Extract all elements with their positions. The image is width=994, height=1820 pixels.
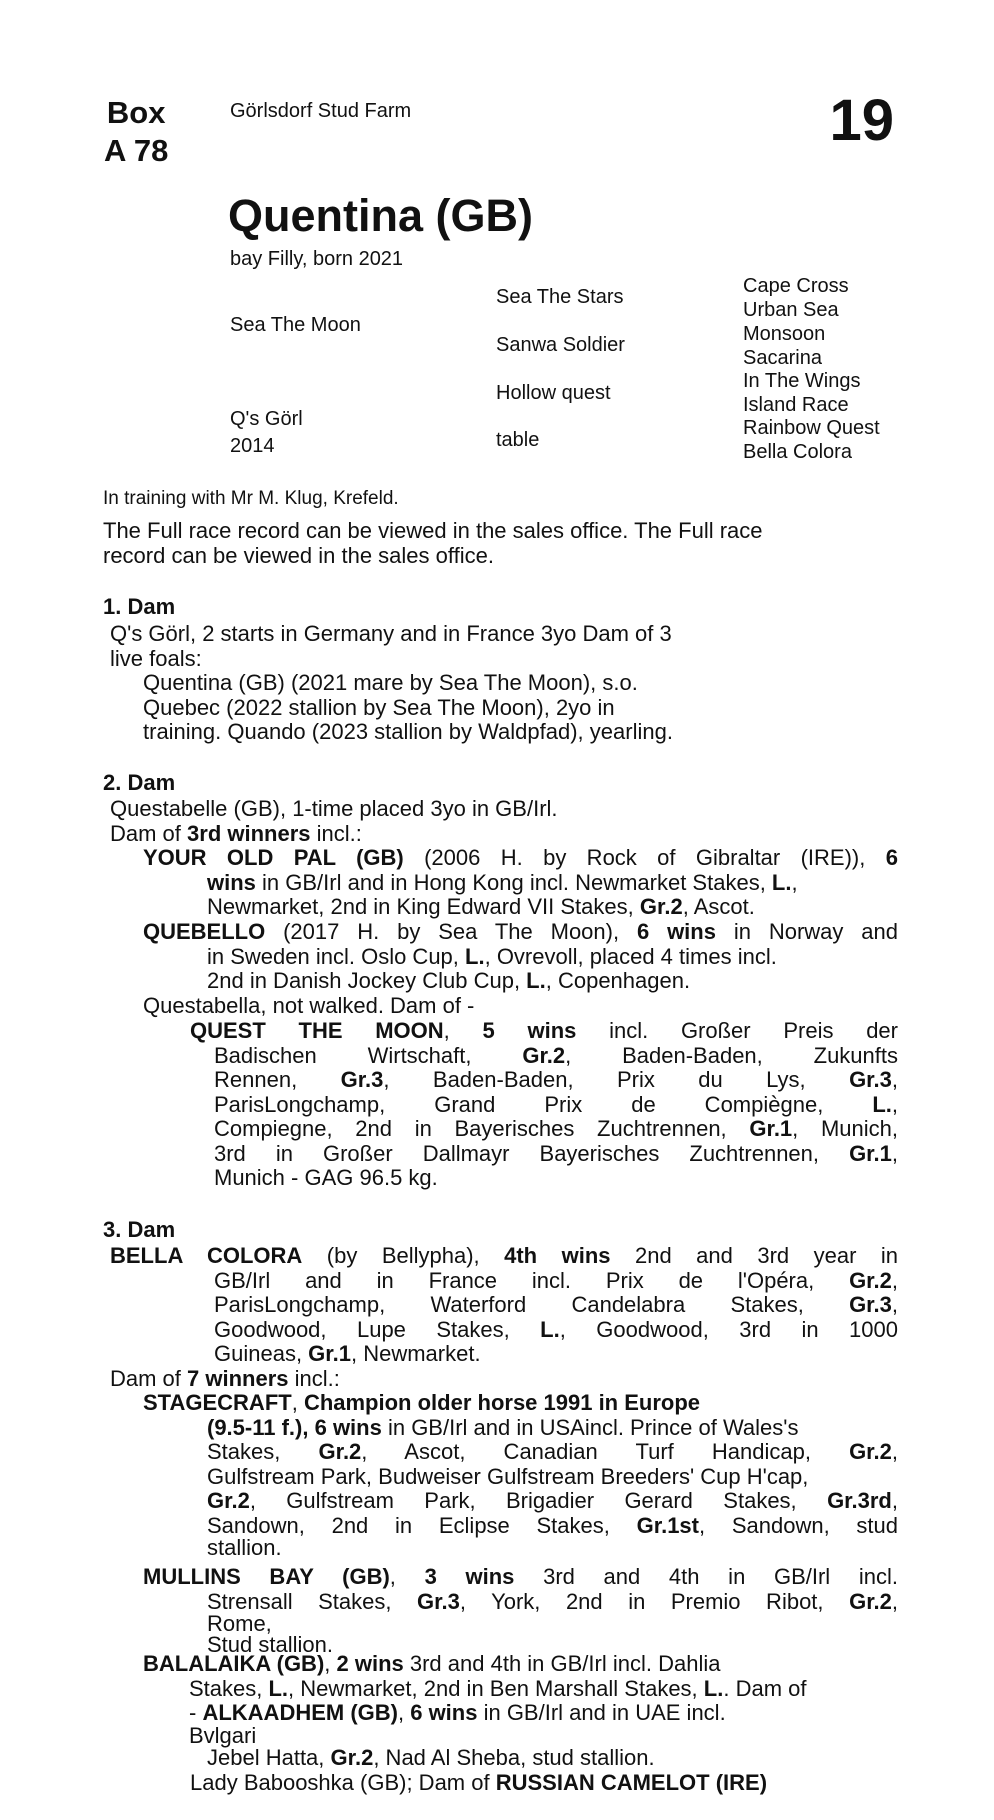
dam1-line: Q's Görl, 2 starts in Germany and in France 3yo Dam of 3 (110, 621, 672, 646)
entry-mullins-bay: MULLINS BAY (GB), 3 wins 3rd and 4th in GB/Irl incl. Strensall Stakes, Gr.3, York, 2nd in Premio Ribot, Gr.2, Rome, Stud stallion. (143, 1564, 899, 1657)
entry-stagecraft: STAGECRAFT, Champion older horse 1991 in Europe (9.5-11 f.), 6 wins in GB/Irl and in USAincl. Prince of Wales's Stakes, Gr.2, Ascot, Canadian Turf Handicap, Gr.2, Gulfstream Park, Budweiser Gulfstream Breeders' Cup H'cap, Gr.2, Gulfstream Park, Brigadier Gerard Stakes, Gr.3rd, Sandown, 2nd in Eclipse Stakes, Gr.1st, Sandown, stud stallion. (143, 1390, 899, 1560)
entry-questabella: Questabella, not walked. Dam of - (143, 993, 475, 1018)
dam2-line: Dam of 3rd winners incl.: (110, 820, 362, 846)
dam2-line: Questabelle (GB), 1-time placed 3yo in GB/Irl. (110, 796, 558, 821)
foal-line: training. Quando (2023 stallion by Waldpfad), yearling. (143, 719, 673, 744)
entry-balalaika: BALALAIKA (GB), 2 wins 3rd and 4th in GB/Irl incl. Dahlia Stakes, L., Newmarket, 2nd in Ben Marshall Stakes, L.. Dam of - ALKAADHEM (GB), 6 wins in GB/Irl and in UAE incl. Bvlgari Jebel Hatta, Gr.2, Nad Al Sheba, stud stallion. (143, 1651, 807, 1770)
pedigree-great-2: Urban Sea (743, 299, 839, 321)
race-record-line: The Full race record can be viewed in the sales office. The Full race (103, 518, 763, 543)
pedigree-great-3: Monsoon (743, 323, 826, 345)
dam2-intro (110, 797, 558, 846)
pedigree-great-7: Rainbow Quest (743, 417, 880, 439)
dam1-text (110, 622, 672, 671)
dam1-heading: 1. Dam (103, 594, 176, 619)
box-label (104, 94, 168, 170)
pedigree-great-8: Bella Colora (743, 441, 852, 463)
entry-quebello: QUEBELLO (2017 H. by Sea The Moon), 6 wins in Norway and in Sweden incl. Oslo Cup, L., Ovrevoll, placed 4 times incl. 2nd in Danish Jockey Club Cup, L., Copenhagen. (143, 919, 898, 993)
box-label-text: Box (106, 95, 166, 130)
pedigree-great-6: Island Race (743, 394, 849, 416)
dam1-foals (143, 671, 673, 745)
entry-quest-the-moon: QUEST THE MOON, 5 wins incl. Großer Preis der Badischen Wirtschaft, Gr.2, Baden-Baden, Zukunfts Rennen, Gr.3, Baden-Baden, Prix du Lys, Gr.3, ParisLongchamp, Grand Prix de Compiègne, L., Compiegne, 2nd in Bayerisches Zuchtrennen, Gr.1, Munich, 3rd in Großer Dallmayr Bayerisches Zuchtrennen, Gr.1, Munich - GAG 96.5 kg. (190, 1018, 899, 1190)
dam3-dam-of: Dam of 7 winners incl.: (110, 1366, 340, 1391)
entry-bella-colora: BELLA COLORA (by Bellypha), 4th wins 2nd and 3rd year in GB/Irl and in France incl. Prix de l'Opéra, Gr.2, ParisLongchamp, Waterford Candelabra Stakes, Gr.3, Goodwood, Lupe Stakes, L., Goodwood, 3rd in 1000 Guineas, Gr.1, Newmarket. (110, 1243, 899, 1366)
foal-line: Quebec (2022 stallion by Sea The Moon), 2yo in (143, 694, 615, 720)
lot-number: 19 (829, 88, 894, 153)
race-record-note (103, 518, 763, 568)
horse-description: bay Filly, born 2021 (230, 248, 404, 270)
pedigree-great-1: Cape Cross (743, 275, 849, 297)
pedigree-granddam-2: table (496, 429, 540, 451)
pedigree-sire: Sea The Moon (230, 314, 361, 336)
dam1-line: live foals: (110, 645, 202, 671)
box-number: A 78 (104, 133, 169, 168)
pedigree-grandsire-1: Sea The Stars (496, 286, 624, 308)
race-record-line: record can be viewed in the sales office. (103, 543, 494, 568)
pedigree-great-5: In The Wings (743, 370, 861, 392)
dam3-heading: 3. Dam (103, 1217, 176, 1242)
pedigree-dam-year: 2014 (230, 435, 275, 457)
pedigree-great-4: Sacarina (743, 347, 822, 369)
pedigree-dam: Q's Görl (230, 408, 303, 430)
pedigree-grandsire-2: Hollow quest (496, 382, 611, 404)
dam2-heading: 2. Dam (103, 770, 176, 795)
horse-name: Quentina (GB) (228, 190, 533, 241)
training-info: In training with Mr M. Klug, Krefeld. (103, 488, 399, 509)
pedigree-granddam-1: Sanwa Soldier (496, 334, 625, 356)
foal-line: Quentina (GB) (2021 mare by Sea The Moon), s.o. (143, 670, 638, 695)
entry-lady-babooshka: Lady Babooshka (GB); Dam of RUSSIAN CAMELOT (IRE) (190, 1770, 768, 1795)
stud-farm: Görlsdorf Stud Farm (230, 100, 412, 122)
entry-your-old-pal: YOUR OLD PAL (GB) (2006 H. by Rock of Gibraltar (IRE)), 6 wins in GB/Irl and in Hong Kong incl. Newmarket Stakes, L., Newmarket, 2nd in King Edward VII Stakes, Gr.2, Ascot. (143, 845, 898, 919)
